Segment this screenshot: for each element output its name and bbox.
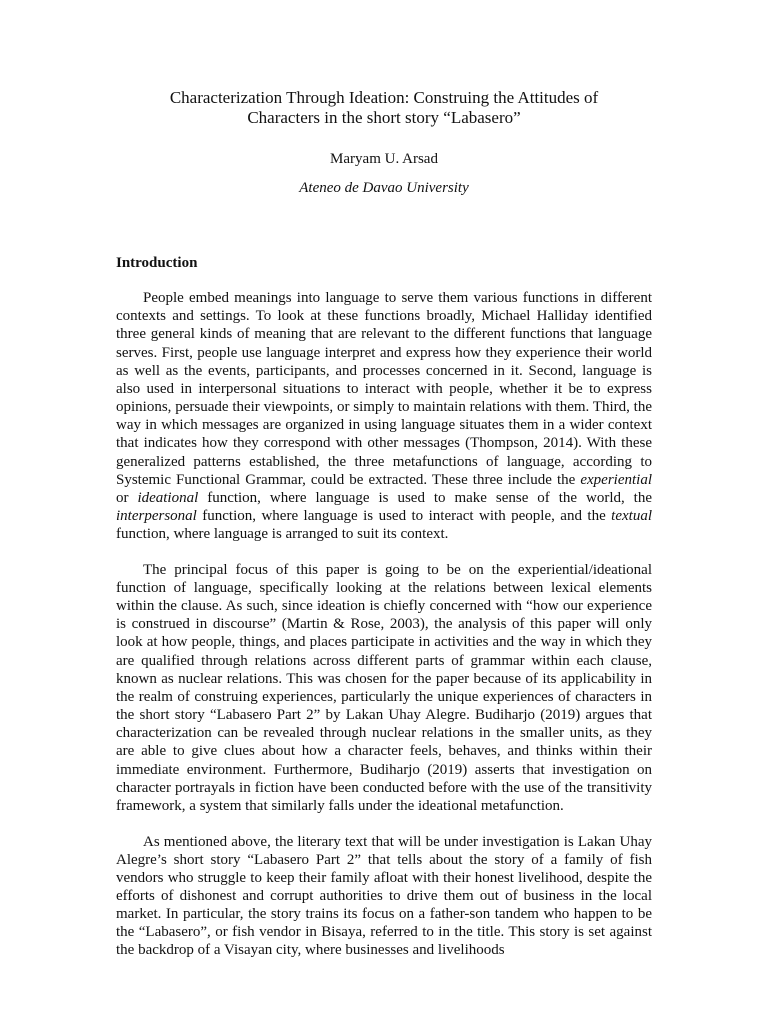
section-heading: Introduction <box>116 255 198 271</box>
paragraph-1 <box>116 289 652 543</box>
title-line-2: Characters in the short story “Labasero” <box>247 108 521 127</box>
body-text <box>116 254 652 977</box>
author-name: Maryam U. Arsad <box>330 151 438 167</box>
p1-text-4: function, where language is used to interact with people, and the <box>196 508 612 525</box>
p1-italic-interpersonal: interpersonal <box>116 508 197 525</box>
paragraph-2: The principal focus of this paper is going to be on the experiential/ideational function of language, specifically looking at the relations between lexical elements within the clause. As such, since ideation is chiefly concerned with “how our experience is construed in discourse” (Martin & Rose, 2003), the analysis of this paper will only look at how people, things, and places participate in activities and the way in which they are qualified through relations across different parts of grammar within each clause, known as nuclear relations. This was chosen for the paper because of its applicability in the realm of construing experiences, particularly the unique experiences of characters in the short story “Labasero Part 2” by Lakan Uhay Alegre. Budiharjo (2019) argues that characterization can be revealed through nuclear relations in the smaller units, as they are able to give clues about how a character feels, behaves, and thinks within their immediate environment. Furthermore, Budiharjo (2019) asserts that investigation on character portrayals in fiction have been conducted before with the use of the transitivity framework, a system that similarly falls under the ideational metafunction. <box>116 561 652 814</box>
p1-italic-experiential: experiential <box>580 471 652 488</box>
p1-text-5: function, where language is arranged to suit its context. <box>116 526 449 543</box>
title-block <box>100 88 668 197</box>
p1-text-1: People embed meanings into language to serve them various functions in different contexts and settings. To look at these functions broadly, Michael Halliday identified three general kinds of meaning that are relevant to the different functions that language serves. First, people use language interpret and express how they experience their world as well as the events, participants, and processes concerned in it. Second, language is also used in interpersonal situations to interact with people, whether it be to express opinions, persuade their viewpoints, or simply to maintain relations with them. Third, the way in which messages are organized in using language situates them in a wider context that indicates how they correspond with other messages (Thompson, 2014). With these generalized patterns established, the three metafunctions of language, according to Systemic Functional Grammar, could be extracted. These three include the <box>116 290 652 488</box>
p1-text-2: or <box>116 489 138 506</box>
p1-italic-textual: textual <box>611 508 652 525</box>
author-affiliation: Ateneo de Davao University <box>299 180 469 196</box>
p1-text-3: function, where language is used to make sense of the world, the <box>198 489 652 506</box>
title-line-1: Characterization Through Ideation: Construing the Attitudes of <box>169 88 599 107</box>
p1-italic-ideational: ideational <box>137 489 199 506</box>
paper-title <box>100 88 668 128</box>
paragraph-3: As mentioned above, the literary text that will be under investigation is Lakan Uhay Alegre’s short story “Labasero Part 2” that tells about the story of a family of fish vendors who struggle to keep their family afloat with their honest livelihood, despite the efforts of dishonest and corrupt authorities to drive them out of business in the local market. In particular, the story trains its focus on a father-son tandem who happen to be the “Labasero”, or fish vendor in Bisaya, referred to in the title. This story is set against the backdrop of a Visayan city, where businesses and livelihoods <box>116 833 652 959</box>
